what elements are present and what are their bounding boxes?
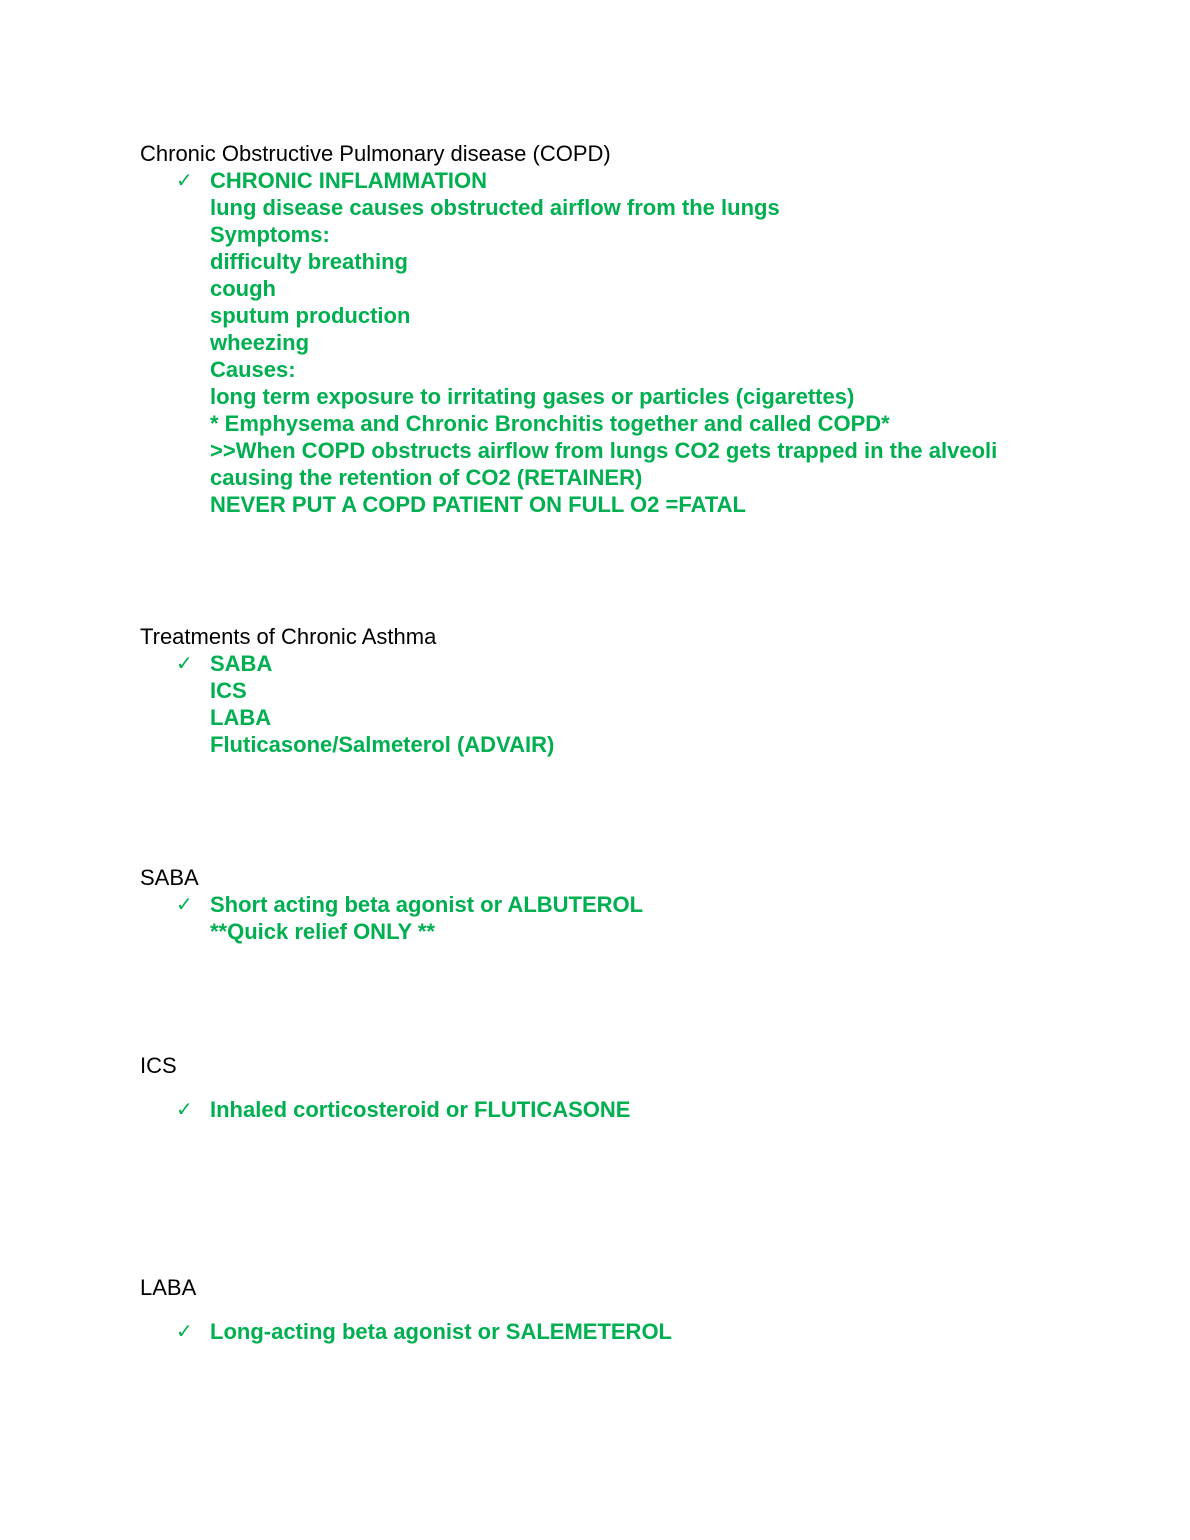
section-heading: Treatments of Chronic Asthma [140, 624, 437, 649]
bullet-list [140, 1318, 1100, 1345]
note-line: long term exposure to irritating gases or particles (cigarettes) [210, 384, 855, 409]
note-line: wheezing [210, 330, 310, 355]
check-mark-icon: ✓ [176, 1097, 193, 1121]
note-line: Long-acting beta agonist or SALEMETEROL [210, 1319, 672, 1344]
note-line: NEVER PUT A COPD PATIENT ON FULL O2 =FATAL [210, 492, 746, 517]
section-heading: LABA [140, 1275, 197, 1300]
note-line: Symptoms: [210, 222, 330, 247]
note-line: ICS [210, 678, 247, 703]
bullet-list [140, 891, 1100, 945]
check-mark-icon: ✓ [176, 651, 193, 675]
note-line: LABA [210, 705, 272, 730]
bullet-list [140, 1096, 1100, 1123]
section-heading: SABA [140, 865, 199, 890]
note-line: >>When COPD obstructs airflow from lungs CO2 gets trapped in the alveoli [210, 438, 998, 463]
bullet-list [140, 650, 1100, 758]
note-lines [210, 167, 1100, 518]
note-lines [210, 1096, 1100, 1123]
note-line: Causes: [210, 357, 296, 382]
section-heading: ICS [140, 1053, 177, 1078]
section-saba [140, 864, 1100, 945]
section-asthma-treatments [140, 623, 1100, 758]
note-lines [210, 1318, 1100, 1345]
note-line: causing the retention of CO2 (RETAINER) [210, 465, 643, 490]
note-line: lung disease causes obstructed airflow from the lungs [210, 195, 780, 220]
note-line: CHRONIC INFLAMMATION [210, 168, 487, 193]
check-mark-icon: ✓ [176, 168, 193, 192]
section-ics [140, 1052, 1100, 1123]
note-line: **Quick relief ONLY ** [210, 919, 435, 944]
section-laba [140, 1274, 1100, 1345]
note-line: cough [210, 276, 276, 301]
note-line: * Emphysema and Chronic Bronchitis together and called COPD* [210, 411, 890, 436]
note-line: sputum production [210, 303, 411, 328]
check-mark-icon: ✓ [176, 1319, 193, 1343]
section-heading: Chronic Obstructive Pulmonary disease (COPD) [140, 141, 611, 166]
check-mark-icon: ✓ [176, 892, 193, 916]
note-line: SABA [210, 651, 273, 676]
note-line: Fluticasone/Salmeterol (ADVAIR) [210, 732, 555, 757]
note-lines [210, 650, 1100, 758]
note-line: Short acting beta agonist or ALBUTEROL [210, 892, 644, 917]
note-lines [210, 891, 1100, 945]
note-line: difficulty breathing [210, 249, 408, 274]
note-line: Inhaled corticosteroid or FLUTICASONE [210, 1097, 631, 1122]
section-copd [140, 140, 1100, 518]
bullet-list [140, 167, 1100, 518]
